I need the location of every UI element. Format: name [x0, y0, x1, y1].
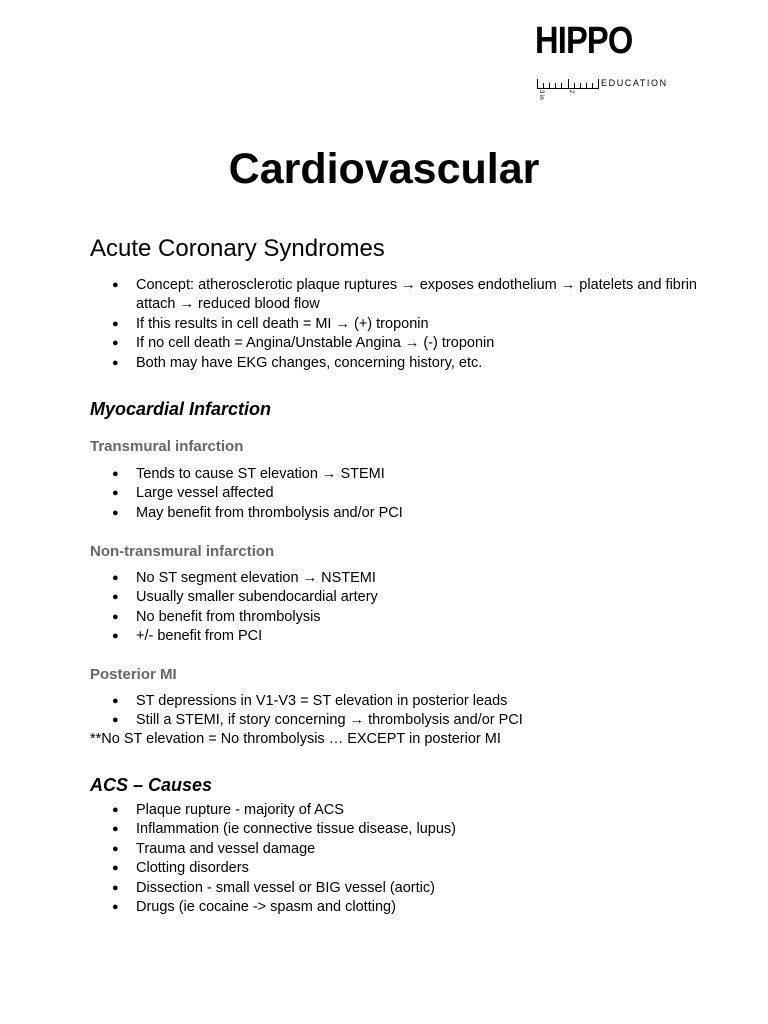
list-item: ● ST depressions in V1-V3 = ST elevation in posterior leads	[90, 692, 700, 711]
list-item: ● Large vessel affected	[90, 484, 700, 503]
list-item: ● Usually smaller subendocardial artery	[90, 588, 700, 607]
list-item: ● May benefit from thrombolysis and/or PCI	[90, 504, 700, 523]
logo-subtitle: EDUCATION	[601, 78, 668, 88]
nontransmural-bullet-list	[90, 569, 700, 647]
section-heading-acs: Acute Coronary Syndromes	[90, 235, 385, 262]
hippo-education-logo	[535, 20, 668, 100]
list-item: ● Trauma and vessel damage	[90, 840, 700, 859]
list-item: ● Clotting disorders	[90, 859, 700, 878]
list-item: ● Inflammation (ie connective tissue disease, lupus)	[90, 820, 700, 839]
list-item: ● If no cell death = Angina/Unstable Angina → (-) troponin	[90, 334, 700, 353]
logo-ruler-label: 2	[568, 90, 574, 94]
subheading-transmural: Transmural infarction	[90, 438, 244, 455]
logo-ruler-label: 3 in	[538, 90, 544, 100]
list-item: ● Still a STEMI, if story concerning → thrombolysis and/or PCI	[90, 711, 700, 730]
list-item: ● Tends to cause ST elevation → STEMI	[90, 465, 700, 484]
list-item: ● Concept: atherosclerotic plaque ruptures → exposes endothelium → platelets and fibrin attach → reduced blood flow	[90, 276, 700, 315]
posterior-mi-note: **No ST elevation = No thrombolysis … EXCEPT in posterior MI	[90, 731, 501, 747]
subsection-heading-causes: ACS – Causes	[90, 775, 213, 795]
list-item: ● No ST segment elevation → NSTEMI	[90, 569, 700, 588]
list-item: ● Drugs (ie cocaine -> spasm and clotting)	[90, 898, 700, 917]
causes-bullet-list	[90, 801, 700, 917]
posterior-bullet-list	[90, 692, 700, 731]
logo-ruler	[537, 78, 599, 89]
list-item: ● If this results in cell death = MI → (+) troponin	[90, 315, 700, 334]
list-item: ● Dissection - small vessel or BIG vessel (aortic)	[90, 879, 700, 898]
subheading-posterior-mi: Posterior MI	[90, 666, 177, 683]
list-item: ● No benefit from thrombolysis	[90, 608, 700, 627]
logo-wordmark: HIPPO	[535, 20, 633, 62]
subheading-nontransmural: Non-transmural infarction	[90, 543, 275, 560]
list-item: ● Both may have EKG changes, concerning history, etc.	[90, 354, 700, 373]
acs-bullet-list	[90, 276, 700, 373]
transmural-bullet-list	[90, 465, 700, 523]
subsection-heading-mi: Myocardial Infarction	[90, 399, 272, 419]
list-item: ● +/- benefit from PCI	[90, 627, 700, 646]
list-item: ● Plaque rupture - majority of ACS	[90, 801, 700, 820]
page-title: Cardiovascular	[228, 145, 540, 193]
